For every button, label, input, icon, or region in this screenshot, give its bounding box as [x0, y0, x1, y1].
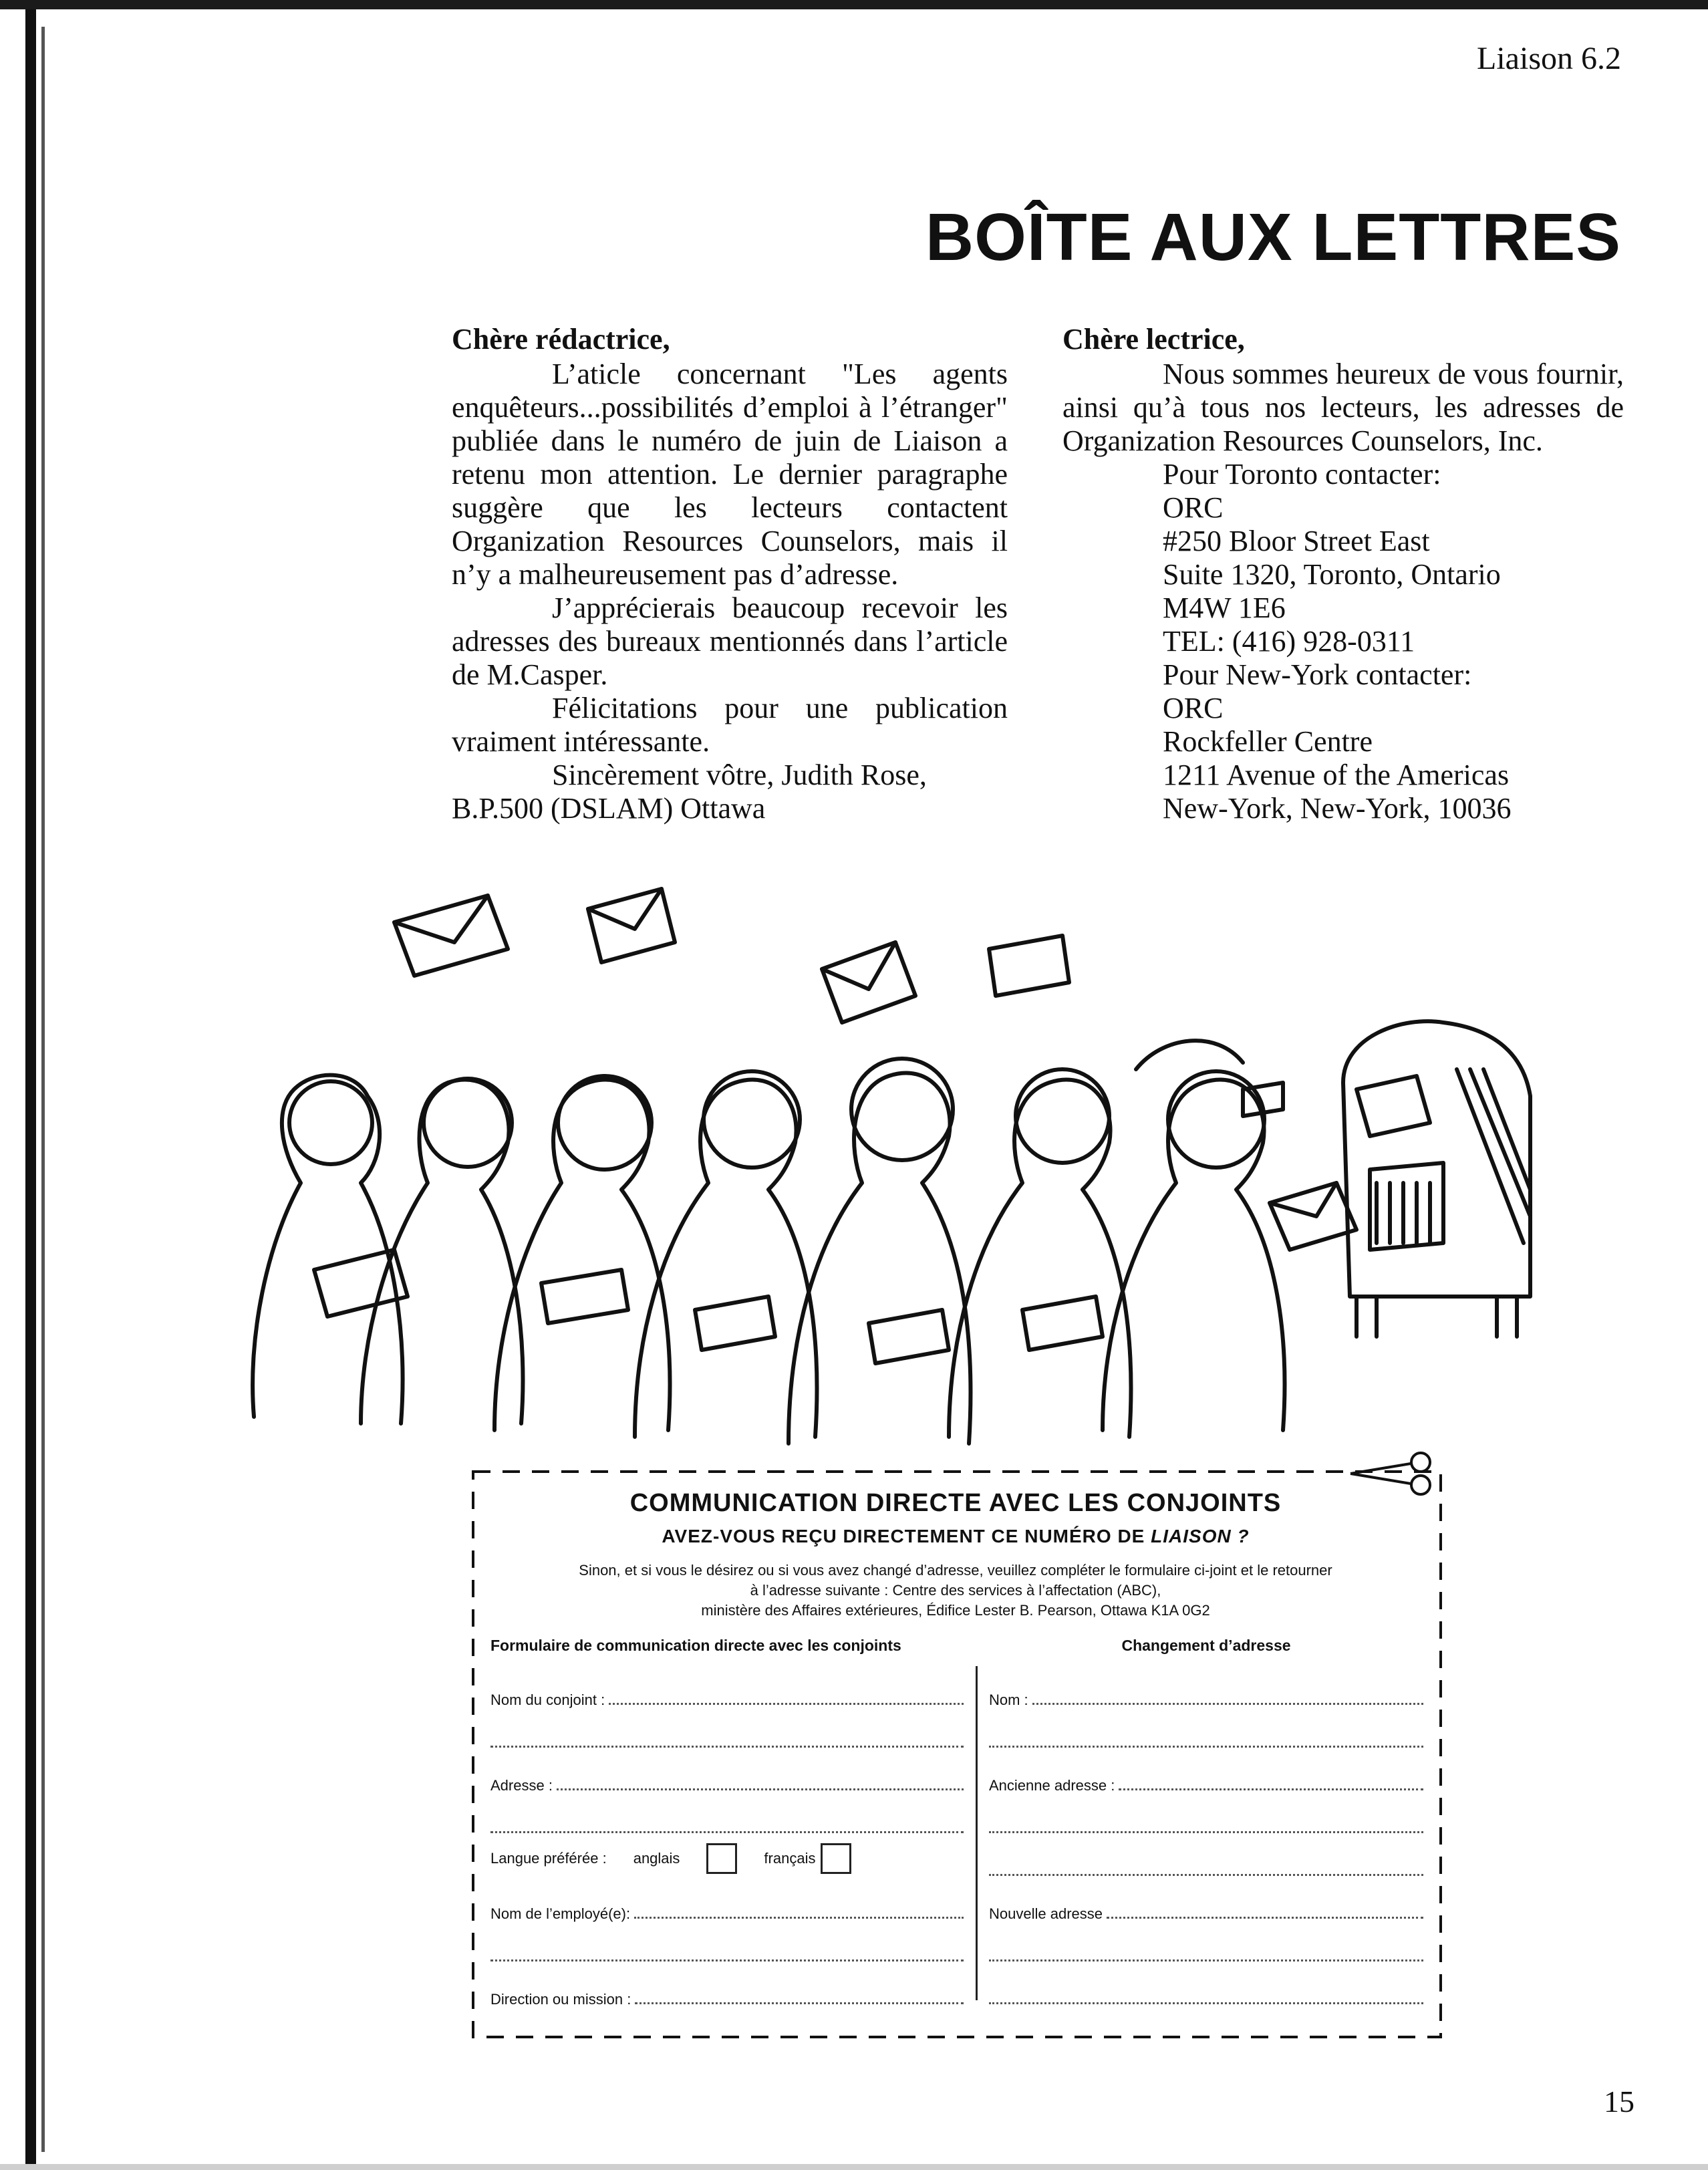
letter-paragraph: J’apprécierais beaucoup recevoir les adresses des bureaux mentionnés dans l’article de M.Casper. [452, 591, 1008, 691]
address-line: Rockfeller Centre [1163, 725, 1373, 758]
form-instructions [488, 1561, 1423, 1621]
form-title: COMMUNICATION DIRECTE AVEC LES CONJOINTS [629, 1489, 1282, 1517]
name-field[interactable] [989, 1666, 1423, 1709]
page-number: 15 [1604, 2084, 1634, 2119]
address-line: ORC [1163, 692, 1224, 724]
fill-line[interactable] [989, 1741, 1423, 1748]
spouse-communication-form [472, 1470, 1442, 2038]
instruction-line: ministère des Affaires extérieures, Édifice Lester B. Pearson, Ottawa K1A 0G2 [701, 1602, 1210, 1619]
crowd-illustration [227, 869, 1590, 1457]
address-continuation[interactable] [490, 1794, 964, 1837]
fill-line[interactable] [609, 1698, 964, 1705]
fill-line[interactable] [989, 1955, 1423, 1961]
address-line: New-York, New-York, 10036 [1163, 792, 1512, 825]
letter-salutation: Chère rédactrice, [452, 323, 670, 356]
reply-salutation: Chère lectrice, [1062, 323, 1245, 356]
toronto-intro: Pour Toronto contacter: [1163, 458, 1441, 491]
raised-envelopes [394, 889, 1357, 1250]
fill-line[interactable] [635, 1998, 964, 2004]
fill-line[interactable] [634, 1912, 964, 1919]
form-subtitle-text: AVEZ-VOUS REÇU DIRECTEMENT CE NUMÉRO DE [662, 1526, 1151, 1546]
field-label: Adresse : [490, 1777, 553, 1794]
left-column-heading: Formulaire de communication directe avec les conjoints [490, 1637, 901, 1654]
editor-reply [1062, 323, 1624, 825]
page-title: BOÎTE AUX LETTRES [925, 200, 1621, 275]
scan-edge-top [0, 0, 1708, 9]
new-address-field[interactable] [989, 1880, 1423, 1923]
address-line: #250 Bloor Street East [1163, 525, 1430, 557]
employee-name-field[interactable] [490, 1880, 964, 1923]
form-columns [488, 1637, 1423, 2011]
address-field[interactable] [490, 1752, 964, 1794]
field-label: Direction ou mission : [490, 1991, 631, 2008]
held-envelopes [314, 1250, 1103, 1363]
scan-edge-left-inner [41, 27, 45, 2152]
right-column-heading: Changement d’adresse [1121, 1637, 1291, 1654]
preferred-language-field [490, 1837, 964, 1880]
spouse-name-continuation[interactable] [490, 1709, 964, 1752]
fill-line[interactable] [989, 1826, 1423, 1833]
english-checkbox[interactable] [706, 1843, 737, 1874]
old-address-continuation[interactable] [989, 1837, 1423, 1880]
address-line: 1211 Avenue of the Americas [1163, 759, 1510, 791]
old-address-field[interactable] [989, 1752, 1423, 1794]
instruction-line: à l’adresse suivante : Centre des services à l’affectation (ABC), [750, 1582, 1161, 1599]
scan-edge-left [25, 9, 36, 2170]
change-of-address-column [989, 1637, 1423, 2008]
letter-to-editor [452, 323, 1008, 825]
french-checkbox[interactable] [821, 1843, 851, 1874]
fill-line[interactable] [989, 1998, 1423, 2004]
newyork-intro: Pour New-York contacter: [1163, 658, 1472, 691]
field-label: Nom : [989, 1691, 1028, 1708]
mailbox-icon [1343, 1021, 1530, 1337]
spouse-name-field[interactable] [490, 1666, 964, 1709]
address-line: M4W 1E6 [1163, 591, 1286, 624]
name-continuation[interactable] [989, 1709, 1423, 1752]
running-head: Liaison 6.2 [1477, 41, 1621, 76]
letter-paragraph: L’aticle concernant "Les agents enquêteurs...possibilités d’emploi à l’étranger" publiée dans le numéro de juin de Liaison a retenu mon attention. Le dernier paragraphe suggère que les lecteurs contactent Organization Resources Counselors, mais il n’y a malheureusement pas d’adresse. [452, 358, 1008, 591]
old-address-continuation[interactable] [989, 1794, 1423, 1837]
fill-line[interactable] [989, 1869, 1423, 1876]
english-option-label: anglais [633, 1850, 680, 1867]
crowd-figures [253, 1041, 1284, 1444]
address-line: Suite 1320, Toronto, Ontario [1163, 558, 1501, 591]
form-content [488, 1489, 1423, 2011]
letter-paragraph: Félicitations pour une publication vraiment intéressante. [452, 692, 1008, 758]
letter-closing: Sincèrement vôtre, Judith Rose, [552, 759, 927, 791]
fill-line[interactable] [1119, 1784, 1423, 1790]
field-label: Langue préférée : [490, 1850, 607, 1867]
new-address-continuation[interactable] [989, 1965, 1423, 2008]
fill-line[interactable] [490, 1826, 964, 1833]
new-address-continuation[interactable] [989, 1923, 1423, 1965]
field-label: Nom de l’employé(e): [490, 1905, 631, 1922]
fill-line[interactable] [490, 1741, 964, 1748]
direct-communication-column [490, 1637, 964, 2008]
column-divider [976, 1666, 978, 2000]
reply-paragraph: Nous sommes heureux de vous fournir, ainsi qu’à tous nos lecteurs, les adresses de Organization Resources Counselors, Inc. [1062, 358, 1624, 457]
fill-line[interactable] [490, 1955, 964, 1961]
field-label: Ancienne adresse : [989, 1777, 1115, 1794]
instruction-line: Sinon, et si vous le désirez ou si vous avez changé d’adresse, veuillez compléter le formulaire ci-joint et le retourner [579, 1562, 1332, 1579]
address-line: ORC [1163, 491, 1224, 524]
fill-line[interactable] [557, 1784, 964, 1790]
form-subtitle-liaison: LIAISON ? [1151, 1526, 1250, 1546]
field-label: Nouvelle adresse [989, 1905, 1103, 1922]
fill-line[interactable] [1032, 1698, 1423, 1705]
scan-edge-bottom [0, 2164, 1708, 2170]
employee-name-continuation[interactable] [490, 1923, 964, 1965]
form-subtitle [488, 1526, 1423, 1547]
field-label: Nom du conjoint : [490, 1691, 605, 1708]
fill-line[interactable] [1107, 1912, 1423, 1919]
french-option-label: français [764, 1850, 816, 1867]
address-line: TEL: (416) 928-0311 [1163, 625, 1415, 658]
division-field[interactable] [490, 1965, 964, 2008]
letter-signature: B.P.500 (DSLAM) Ottawa [452, 792, 766, 825]
